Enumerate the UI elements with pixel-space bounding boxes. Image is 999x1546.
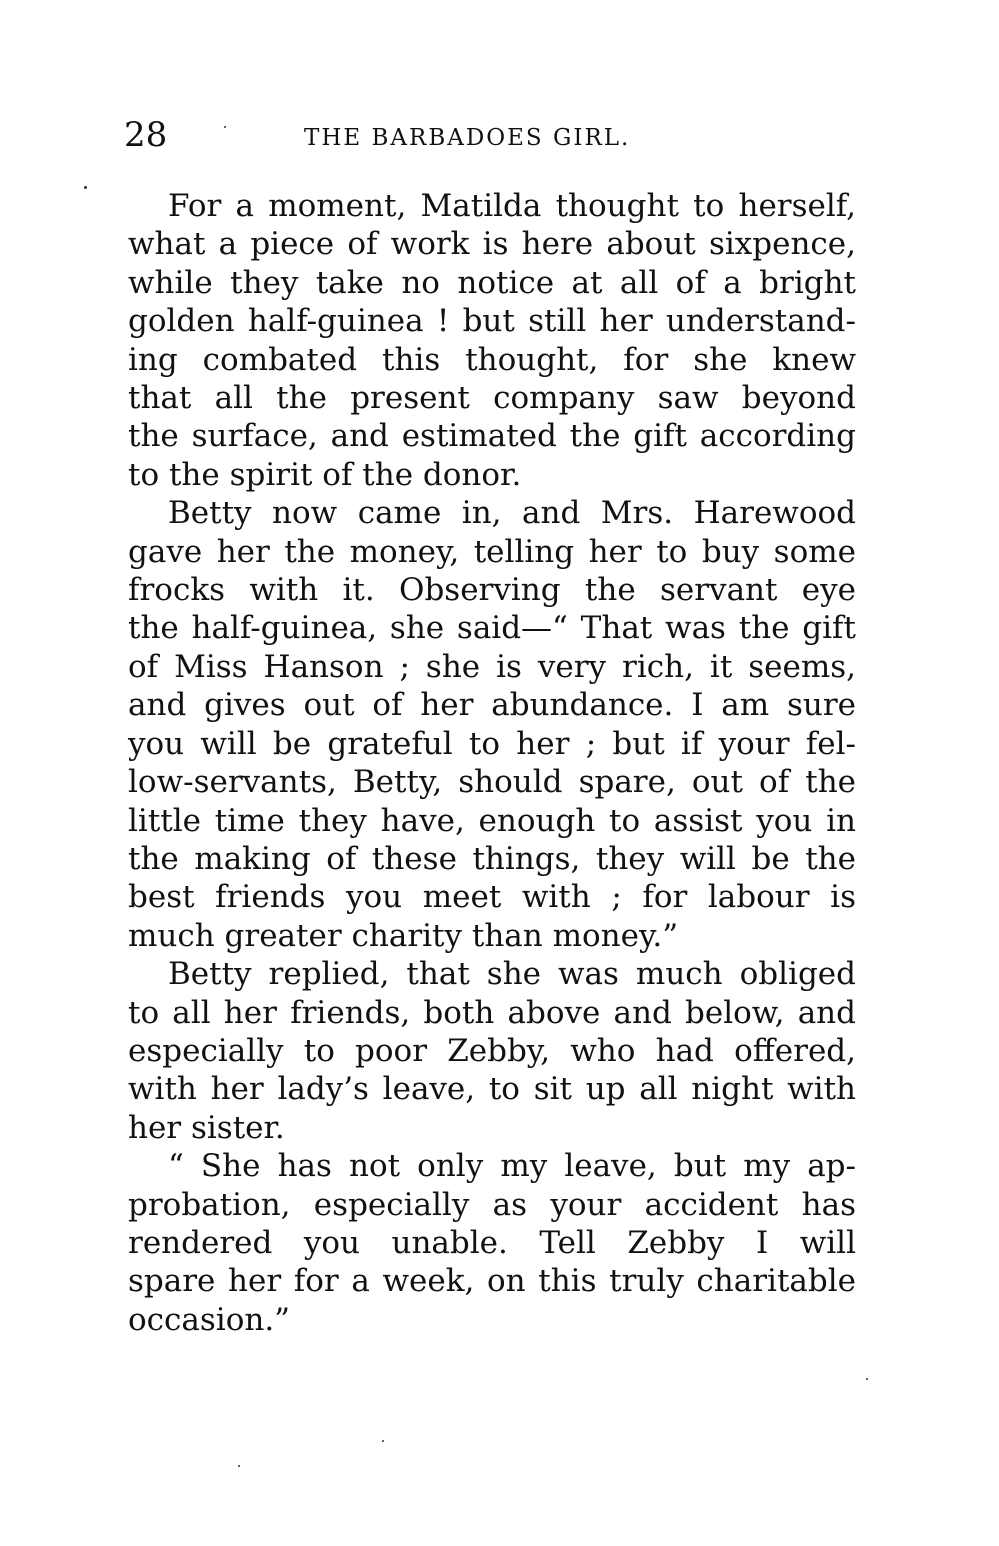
text-line: to the spirit of the donor. — [128, 456, 522, 493]
scan-speck — [866, 1378, 868, 1380]
body-text — [128, 187, 856, 1339]
text-line: probation, especially as your accident has — [128, 1186, 856, 1223]
text-line: her sister. — [128, 1109, 285, 1146]
scan-speck — [84, 186, 87, 189]
text-line: with her lady’s leave, to sit up all night with — [128, 1071, 856, 1108]
text-line: Betty replied, that she was much obliged — [168, 956, 856, 993]
text-line: spare her for a week, on this truly charitable — [128, 1263, 856, 1300]
text-line: occasion.” — [128, 1301, 291, 1338]
text-line: and gives out of her abundance. I am sure — [128, 687, 856, 724]
scan-speck — [382, 1440, 384, 1442]
text-line: especially to poor Zebby, who had offered, — [128, 1032, 856, 1069]
text-line: frocks with it. Observing the servant eye — [128, 572, 856, 609]
page-number: 28 — [124, 115, 168, 155]
text-line: that all the present company saw beyond — [128, 380, 856, 417]
text-line: of Miss Hanson ; she is very rich, it seems, — [128, 648, 856, 685]
running-title: THE BARBADOES GIRL. — [304, 125, 631, 151]
scan-speck — [238, 1465, 240, 1467]
text-line: the surface, and estimated the gift according — [128, 418, 856, 455]
text-line: while they take no notice at all of a bright — [128, 264, 856, 301]
text-line: to all her friends, both above and below, and — [128, 994, 856, 1031]
text-line: best friends you meet with ; for labour is — [128, 879, 856, 916]
scan-speck — [224, 126, 226, 128]
text-line: “ She has not only my leave, but my ap- — [168, 1148, 856, 1185]
text-line: you will be grateful to her ; but if your fel- — [128, 725, 856, 762]
text-line: Betty now came in, and Mrs. Harewood — [168, 495, 856, 532]
text-line: the making of these things, they will be the — [128, 840, 856, 877]
page-header — [124, 110, 864, 160]
text-line: what a piece of work is here about sixpence, — [128, 226, 856, 263]
text-line: ing combated this thought, for she knew — [128, 341, 856, 378]
text-line: the half-guinea, she said—“ That was the gift — [128, 610, 856, 647]
text-line: gave her the money, telling her to buy some — [128, 533, 856, 570]
text-line: low-servants, Betty, should spare, out of the — [128, 764, 856, 801]
text-line: little time they have, enough to assist you in — [128, 802, 856, 839]
text-line: For a moment, Matilda thought to herself, — [168, 188, 856, 224]
text-line: rendered you unable. Tell Zebby I will — [128, 1224, 856, 1261]
text-line: much greater charity than money.” — [128, 917, 679, 954]
text-line: golden half-guinea ! but still her understand- — [128, 303, 856, 340]
